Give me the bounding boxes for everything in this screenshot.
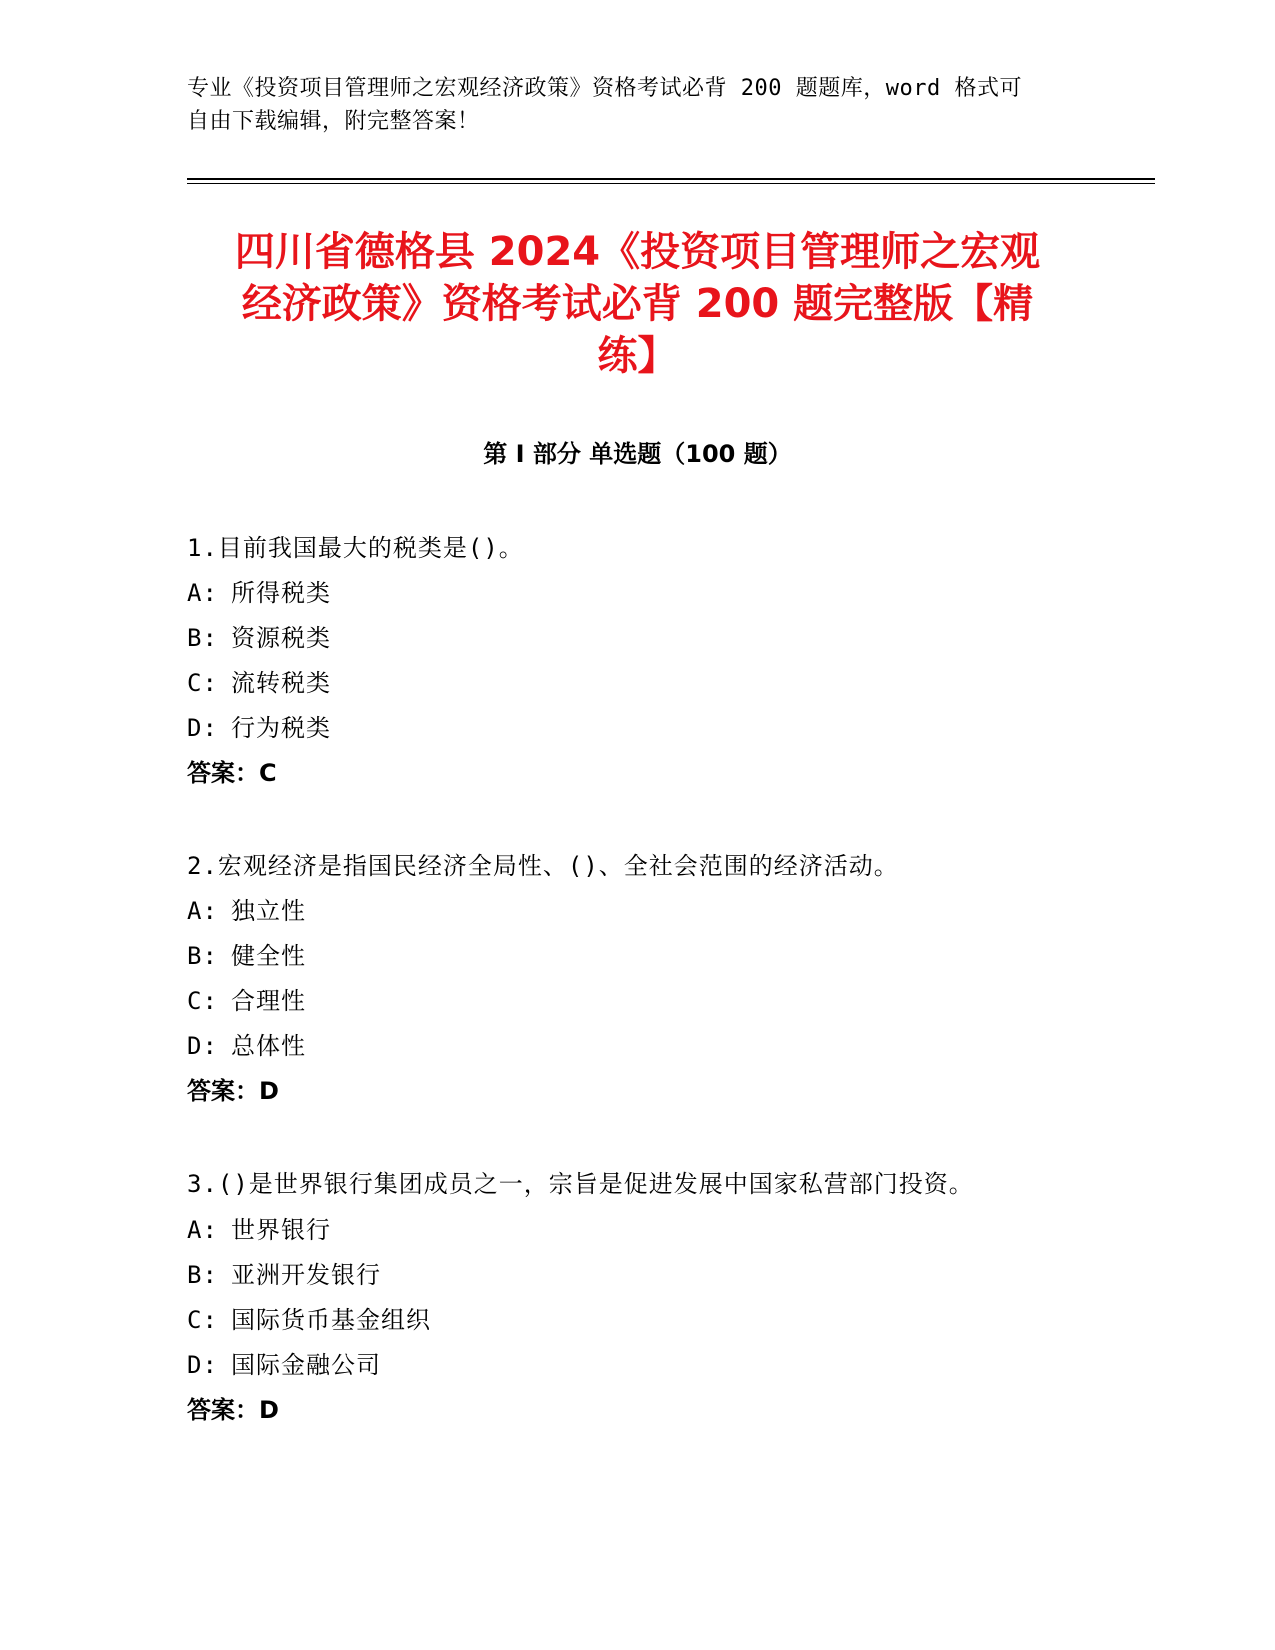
option-letter: B: [187, 942, 218, 970]
answer-line: 答案：D [187, 1396, 279, 1424]
option-letter: C: [187, 1306, 218, 1334]
option-letter: C: [187, 669, 218, 697]
option-text: 健全性 [231, 942, 306, 970]
header-note [187, 72, 1067, 138]
document-title [170, 226, 1105, 382]
option-text: 总体性 [231, 1032, 306, 1060]
option-text: 独立性 [231, 897, 306, 925]
option-text: 亚洲开发银行 [231, 1261, 381, 1289]
option-a [187, 571, 1067, 616]
option-d [187, 1343, 1067, 1388]
option-text: 世界银行 [231, 1216, 331, 1244]
option-b [187, 934, 1067, 979]
header-divider-thick [187, 178, 1155, 180]
question-2 [187, 844, 1067, 1114]
option-letter: A: [187, 897, 218, 925]
option-text: 所得税类 [231, 579, 331, 607]
option-b [187, 616, 1067, 661]
option-c [187, 661, 1067, 706]
header-note-line-1: 专业《投资项目管理师之宏观经济政策》资格考试必背 200 题题库，word 格式可 [187, 76, 1022, 101]
option-text: 行为税类 [231, 714, 331, 742]
title-line-1: 四川省德格县 2024《投资项目管理师之宏观 [234, 229, 1041, 275]
option-b [187, 1253, 1067, 1298]
option-a [187, 889, 1067, 934]
option-letter: A: [187, 579, 218, 607]
answer-line: 答案：D [187, 1077, 279, 1105]
option-d [187, 706, 1067, 751]
question-stem: 1.目前我国最大的税类是()。 [187, 534, 524, 562]
answer-line: 答案：C [187, 759, 277, 787]
option-text: 资源税类 [231, 624, 331, 652]
title-line-2: 经济政策》资格考试必背 200 题完整版【精 [241, 281, 1034, 327]
header-note-line-2: 自由下载编辑，附完整答案！ [187, 109, 480, 134]
option-letter: B: [187, 624, 218, 652]
section-heading: 第 I 部分 单选题（100 题） [483, 440, 792, 468]
option-letter: C: [187, 987, 218, 1015]
option-letter: D: [187, 1032, 218, 1060]
header-divider-thin [187, 183, 1155, 184]
question-stem: 2.宏观经济是指国民经济全局性、()、全社会范围的经济活动。 [187, 852, 899, 880]
option-letter: D: [187, 1351, 218, 1379]
question-stem: 3.()是世界银行集团成员之一，宗旨是促进发展中国家私营部门投资。 [187, 1170, 974, 1198]
question-3 [187, 1160, 1067, 1433]
option-a [187, 1208, 1067, 1253]
option-text: 流转税类 [231, 669, 331, 697]
option-text: 合理性 [231, 987, 306, 1015]
option-letter: D: [187, 714, 218, 742]
option-c [187, 1298, 1067, 1343]
option-d [187, 1024, 1067, 1069]
option-c [187, 979, 1067, 1024]
option-letter: B: [187, 1261, 218, 1289]
option-letter: A: [187, 1216, 218, 1244]
option-text: 国际金融公司 [231, 1351, 381, 1379]
question-1 [187, 526, 1067, 796]
option-text: 国际货币基金组织 [231, 1306, 431, 1334]
title-line-3: 练】 [597, 333, 678, 379]
